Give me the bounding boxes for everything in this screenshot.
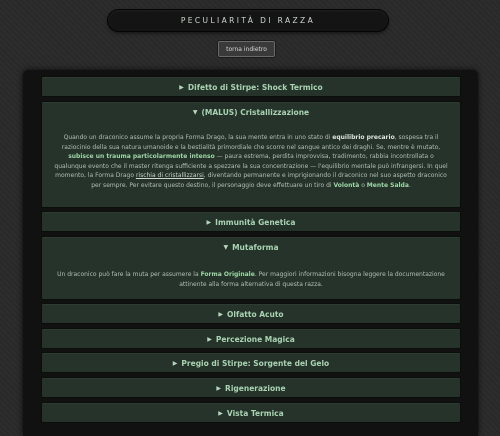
back-button[interactable]: torna indietro [218,41,275,57]
caret-right-icon: ▶ [206,219,212,226]
accordion-header-label: Rigenerazione [225,384,286,393]
body-text-segment: Un draconico può fare la muta per assumere la [57,271,201,278]
accordion-header-label: Vista Termica [226,409,284,418]
caret-right-icon: ▶ [172,360,178,367]
accordion-item [41,402,461,423]
accordion-header[interactable] [42,403,460,424]
caret-down-icon: ▼ [223,244,229,251]
body-text-segment: , diventando permanente e imprigionando il draconico nel suo aspetto draconico per sempre. Per evitare questo destino, il personaggio deve effettuare un tiro di [91,172,447,189]
accordion-header[interactable] [42,77,460,98]
page-title [108,10,388,31]
body-text-segment: . Per maggiori informazioni bisogna leggere la documentazione attinente alla forma alternativa di questa razza. [179,271,445,288]
accordion-header-label: Difetto di Stirpe: Shock Termico [187,83,323,92]
caret-right-icon: ▶ [218,311,224,318]
caret-right-icon: ▶ [216,385,222,392]
caret-right-icon: ▶ [179,84,184,91]
accordion-header-label: Percezione Magica [215,335,295,344]
body-text-segment: — paura estrema, perdita improvvisa, tradimento, rabbia incontrollata o qualunque evento che il master ritenga sufficiente a spezzare la sua concentrazione — l'equilibrio mentale può infrangersi. In quel momento, la Forma Drago [54,153,448,180]
caret-right-icon: ▶ [218,410,223,417]
accordion-header-label: Pregio di Stirpe: Sorgente del Gelo [181,359,330,368]
accordion-header[interactable] [42,378,460,399]
accordion-item [41,328,461,349]
accordion-body-text [42,258,460,289]
highlighted-term: equilibrio precario [332,134,395,141]
body-text-segment: Quando un draconico assume la propria Forma Drago, la sua mente entra in uno stato di [63,134,333,141]
accordion-header-label: Olfatto Acuto [227,310,284,319]
accordion-header[interactable] [42,102,460,123]
highlighted-term: Mente Salda [366,181,409,189]
accordion-header[interactable] [42,329,460,350]
accordion-header[interactable] [42,237,460,258]
accordion-header[interactable] [42,353,460,374]
accordion-item [41,303,461,324]
accordion-header[interactable] [42,304,460,325]
accordion-body-text [42,123,460,191]
accordion-item [41,211,461,232]
body-text-segment: . [408,181,411,189]
accordion-item [41,236,461,300]
accordion-item [41,101,461,208]
accordion-header-label: Mutaforma [232,243,279,252]
highlighted-term: Volontà [333,181,360,189]
body-text-segment: o [359,181,367,189]
accordion-header-label: (MALUS) Cristallizzazione [201,108,310,117]
body-text-segment: , sospesa tra il raziocinio della sua natura umanoide e la bestialità primordiale che scorre nel sangue antico dei draghi. Se, mentre è mutato, [61,134,441,151]
accordion-header-label: Immunità Genetica [215,218,296,227]
accordion-item [41,377,461,398]
highlighted-term: Forma Originale [200,271,255,278]
accordion-item [41,76,461,97]
page-title-text: PECULIARITÀ DI RAZZA [180,16,316,25]
accordion-item [41,352,461,373]
caret-down-icon: ▼ [192,109,198,116]
highlighted-term: rischia di cristallizzarsi [135,172,204,180]
caret-right-icon: ▶ [207,336,212,343]
accordion-header[interactable] [42,212,460,233]
highlighted-term: subisce un trauma particolarmente intenso [68,153,215,161]
